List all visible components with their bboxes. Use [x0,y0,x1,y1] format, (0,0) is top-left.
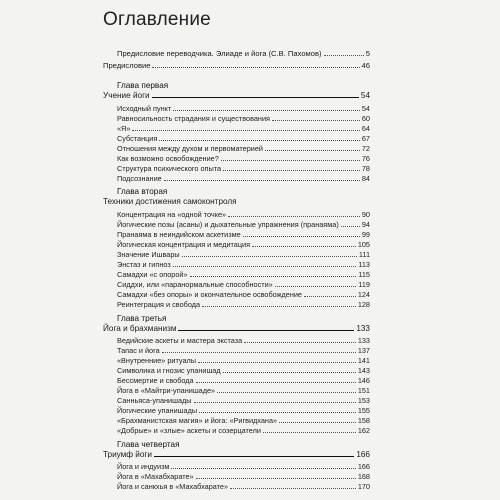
leader-dots [196,381,356,383]
chapter-page: 54 [360,91,370,100]
toc-entry-page: 113 [358,260,370,269]
toc-entry-label: Самадхи «с опорой» [117,270,188,279]
toc-entry-page: 124 [357,290,370,299]
toc-entry-label: Йогические позы (асаны) и дыхательные упражнения (пранаяма) [117,220,339,229]
chapter-page: 166 [356,450,370,459]
toc-entry [117,104,370,113]
toc-entry [117,250,370,259]
toc-entry-label: Подсознание [117,174,162,183]
toc-entry-label: «Брахманистская магия» и йога: «Ригвидхана» [117,416,278,425]
toc-entry-page: 141 [357,356,370,365]
leader-dots [228,215,360,217]
toc-entry-label: Предисловие [103,61,151,70]
toc-entry-label: Йогическая концентрация и медитация [117,240,251,249]
toc-entry-page: 90 [361,210,370,219]
toc-entry-page: 111 [358,250,370,259]
toc-entry-page: 64 [361,124,370,133]
toc-entry-page: 5 [365,49,370,58]
toc-entry-page: 143 [357,366,370,375]
toc-entry-label: Тапас и йога [117,346,160,355]
toc-entry-label: Йога и индуизм [117,462,170,471]
leader-dots [341,225,360,227]
toc-entry [117,300,370,309]
leader-dots [190,275,357,277]
leader-dots [304,295,356,297]
toc-entry [117,346,370,355]
toc-entry [117,144,370,153]
toc-entry-page: 105 [357,240,370,249]
toc-entry [117,416,370,425]
toc-entry [117,396,370,405]
toc-entry-page: 99 [361,230,370,239]
toc-entry-label: Йога в «Майтри-упанишаде» [117,386,216,395]
toc-entry-label: Йогические упанишады [117,406,198,415]
toc-entry-page: 78 [361,164,370,173]
leader-dots [199,411,356,413]
toc-entry-page: 94 [361,220,370,229]
leader-dots [132,129,359,131]
toc-entry [117,280,370,289]
toc-entry [117,356,370,365]
chapter-title-row [103,197,370,206]
toc-entry [117,336,370,345]
toc-entry-page: 168 [357,472,370,481]
page-title: Оглавление [103,9,211,30]
leader-dots [182,255,357,257]
toc-entry-label: Значение Ишвары [117,250,180,259]
toc-entry [117,240,370,249]
toc-entry-label: Реинтеграция и свобода [117,300,201,309]
leader-dots [244,341,356,343]
toc-entry-page: 128 [357,300,370,309]
chapter-heading: Глава третья [117,314,167,323]
leader-dots [243,235,360,237]
toc-entry [117,472,370,481]
toc-entry-page: 76 [361,154,370,163]
toc-entry-label: Йога и санкхья в «Махабхарате» [117,482,229,491]
toc-entry [117,270,370,279]
toc-entry [117,462,370,471]
leader-line [178,329,354,331]
chapter-title-row [103,91,370,100]
leader-dots [265,149,360,151]
leader-dots [252,245,356,247]
leader-dots [198,361,356,363]
toc-entry-label: Сиддхи, или «паранормальные способности» [117,280,273,289]
toc-entry [117,426,370,435]
chapter-title-row [103,450,370,459]
toc-entry-label: Субстанция [117,134,158,143]
toc-entry-label: Концентрация на «одной точке» [117,210,227,219]
chapter-heading: Глава четвертая [117,440,180,449]
leader-dots [230,487,356,489]
leader-dots [196,477,356,479]
toc-entry-page: 133 [357,336,370,345]
toc-entry-page: 146 [357,376,370,385]
toc-entry-label: Йога в «Махабхарате» [117,472,194,481]
leader-dots [221,159,360,161]
leader-dots [162,351,356,353]
leader-line [152,96,359,98]
toc-entry-label: Отношения между духом и первоматерией [117,144,264,153]
toc-entry-label: Структура психического опыта [117,164,222,173]
toc-entry-page: 153 [357,396,370,405]
toc-entry [117,174,370,183]
leader-dots [223,169,360,171]
toc-entry-label: «Добрые» и «злые» аскеты и созерцатели [117,426,261,435]
toc-entry-label: «Внутренние» ритуалы [117,356,197,365]
toc-entry-label: Предисловие переводчика. Элиаде и йога (С.В. Пахомов) [117,49,322,58]
leader-dots [164,179,360,181]
leader-dots [159,139,360,141]
toc-entry-translator-preface [117,49,370,58]
leader-dots [202,305,356,307]
toc-entry [117,260,370,269]
toc-entry [117,482,370,491]
chapter-page: 133 [356,324,370,333]
toc-entry [117,366,370,375]
leader-dots [324,54,364,56]
toc-entry [117,376,370,385]
leader-dots [194,401,356,403]
toc-entry-page: 60 [361,114,370,123]
toc-entry [117,406,370,415]
leader-dots [263,431,356,433]
toc-entry [117,124,370,133]
toc-entry-page: 67 [361,134,370,143]
chapter-heading: Глава вторая [117,187,168,196]
leader-dots [152,66,359,68]
toc-entry-label: Символика и гнозис упанишад [117,366,221,375]
toc-entry-label: Энстаз и гипноз [117,260,171,269]
toc-entry-page: 170 [357,482,370,491]
toc-entry-label: Санньяса-упанишады [117,396,192,405]
toc-entry-page: 84 [361,174,370,183]
toc-entry-page: 166 [357,462,370,471]
leader-line [154,455,354,457]
leader-dots [272,119,360,121]
toc-entry [117,134,370,143]
leader-dots [279,421,356,423]
toc-entry-label: «Я» [117,124,131,133]
toc-entry [117,164,370,173]
toc-entry-page: 158 [357,416,370,425]
leader-dots [275,285,357,287]
toc-entry-page: 115 [358,270,370,279]
leader-dots [171,467,355,469]
toc-entry-page: 151 [357,386,370,395]
leader-dots [223,371,356,373]
chapter-title: Техники достижения самоконтроля [103,197,237,206]
toc-entry [117,230,370,239]
chapter-title: Триумф йоги [103,450,152,459]
leader-dots [173,265,357,267]
chapter-title: Учение йоги [103,91,150,100]
leader-dots [173,109,360,111]
chapter-heading: Глава первая [117,81,169,90]
toc-entry [117,210,370,219]
toc-entry-label: Равносильность страдания и существования [117,114,270,123]
toc-entry-label: Пранаяма в неиндийском аскетизме [117,230,241,239]
toc-entry [117,220,370,229]
toc-entry-page: 119 [358,280,370,289]
toc-entry [117,154,370,163]
toc-entry-page: 72 [361,144,370,153]
toc-entry-page: 46 [361,61,370,70]
chapter-title: Йога и брахманизм [103,324,177,333]
toc-entry-page: 54 [361,104,370,113]
toc-entry-label: Исходный пункт [117,104,172,113]
toc-entry-page: 137 [357,346,370,355]
leader-dots [217,391,356,393]
toc-entry [117,114,370,123]
toc-entry [117,386,370,395]
toc-entry-label: Самадхи «без опоры» и окончательное освобождение [117,290,302,299]
chapter-title-row [103,324,370,333]
toc-entry-label: Бессмертие и свобода [117,376,194,385]
toc-entry-label: Как возможно освобождение? [117,154,219,163]
toc-entry-preface [103,61,370,70]
toc-entry-label: Ведийские аскеты и мастера экстаза [117,336,243,345]
toc-entry [117,290,370,299]
toc-entry-page: 155 [357,406,370,415]
toc-entry-page: 162 [357,426,370,435]
